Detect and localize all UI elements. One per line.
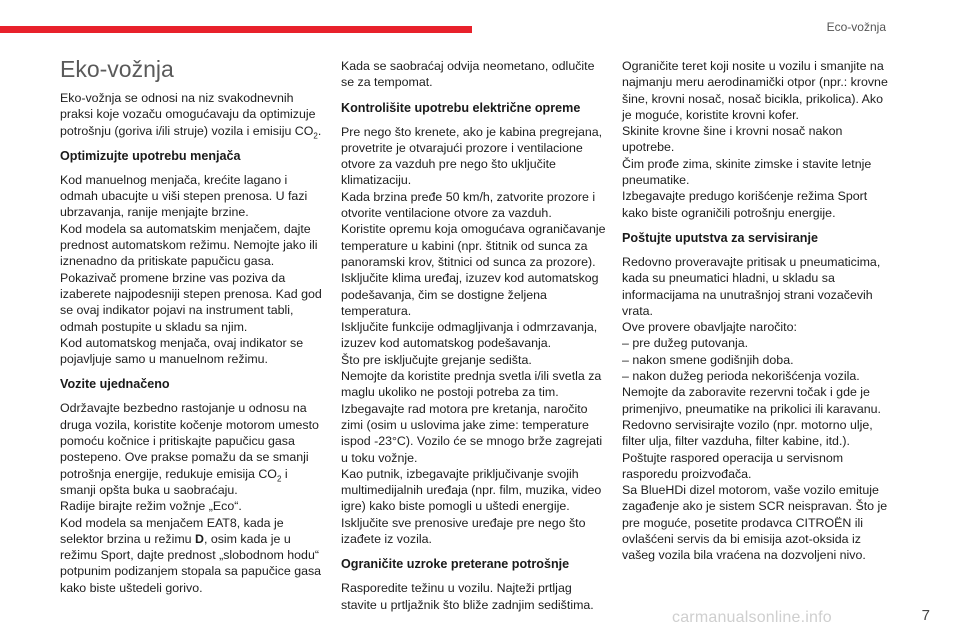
paragraph: Sa BlueHDi dizel motorom, vaše vozilo emituje zagađenje ako je sistem SCR neispravan. Što je pre moguće, posetite prodavca CITROËN ili ovlašćeni servis da bi emisija azot-oksida iz vašeg vozila bila vraćena na dozvoljeni nivo.: [622, 483, 888, 563]
heading-excess-consumption: Ograničite uzroke preterane potrošnje: [341, 557, 570, 572]
paragraph: Redovno proveravajte pritisak u pneumaticima, kada su pneumatici hladni, u skladu sa informacijama na unutrašnjoj strani vozačevih vrata.: [622, 254, 881, 318]
column-3: [622, 58, 890, 564]
drive-mode-letter: D: [194, 531, 204, 546]
intro-text: Eko-vožnja se odnosi na niz svakodnevnih praksi koje vozaču omogućavaju da optimizuje potrošnju (goriva i/ili struje) vozila i emisiju CO: [60, 91, 316, 138]
paragraph: Što pre isključujte grejanje sedišta.: [341, 352, 532, 367]
paragraph: Redovno servisirajte vozilo (npr. motorno ulje, filter ulja, filter vazduha, filter kabine, itd.). Poštujte raspored operacija u servisnom rasporedu proizvođača.: [622, 417, 873, 481]
smooth-text-end: i smanji opšta buka u saobraćaju.: [60, 466, 288, 497]
column-1: [60, 50, 326, 596]
list-item: – pre dužeg putovanja.: [622, 335, 890, 351]
page-title: Eko-vožnja: [60, 56, 174, 82]
heading-gearbox: Optimizujte upotrebu menjača: [60, 148, 241, 163]
eat8-text: Kod modela sa menjačem EAT8, kada je selektor brzina u režimu: [60, 515, 284, 546]
paragraph: Isključite klima uređaj, izuzev kod automatskog podešavanja, čim se dostigne željena temperatura.: [341, 271, 599, 318]
check-list: [622, 335, 890, 384]
watermark: carmanualsonline.info: [672, 609, 832, 626]
heading-electrical-equipment: Kontrolišite upotrebu električne opreme: [341, 100, 581, 115]
paragraph: Kao putnik, izbegavajte priključivanje svojih multimedijalnih uređaja (npr. film, muzika, video igre) kako biste pomogli u uštedi energije.: [341, 466, 602, 514]
paragraph: [60, 515, 326, 596]
list-item: – nakon dužeg perioda nekorišćenja vozila.: [622, 368, 890, 384]
page-number: 7: [921, 607, 930, 624]
co2-subscript: 2: [313, 131, 318, 141]
intro-end: .: [317, 123, 322, 138]
smooth-text: Održavajte bezbedno rastojanje u odnosu na druga vozila, koristite kočenje motorom umesto pomoću kočnice i pritiskajte papučicu gasa postepeno. Ove prakse pomažu da se smanji potrošnja energije, redukuje emisija CO: [60, 401, 319, 481]
paragraph: Izbegavajte rad motora pre kretanja, naročito zimi (osim u uslovima jake zime: temperature ispod -23°C). Vozilo će se mnogo brže zagrejati u toku vožnje.: [341, 401, 603, 465]
paragraph: Čim prođe zima, skinite zimske i stavite letnje pneumatike.: [622, 156, 872, 188]
header-accent-bar: [0, 26, 472, 33]
paragraph: Kada brzina pređe 50 km/h, zatvorite prozore i otvorite ventilacione otvore za vazduh.: [341, 189, 596, 221]
paragraph: Kada se saobraćaj odvija neometano, odlučite se za tempomat.: [341, 59, 595, 90]
paragraph: Ove provere obavljajte naročito:: [622, 320, 797, 335]
paragraph: Nemojte da zaboravite rezervni točak i gde je primenjivo, pneumatike na prikolici ili karavanu.: [622, 385, 881, 416]
heading-smooth-driving: Vozite ujednačeno: [60, 377, 170, 392]
paragraph: Skinite krovne šine i krovni nosač nakon upotrebe.: [622, 124, 843, 155]
paragraph: Koristite opremu koja omogućava ograničavanje temperature u kabini (npr. štitnik od sunca za panoramski krov, štitnici od sunca za prozore).: [341, 222, 606, 269]
heading-servicing: Poštujte uputstva za servisiranje: [622, 230, 818, 245]
paragraph: Kod automatskog menjača, ovaj indikator se pojavljuje samo u manuelnom režimu.: [60, 335, 304, 367]
intro-paragraph: [60, 90, 326, 139]
paragraph: Izbegavajte predugo korišćenje režima Sport kako biste ograničili potrošnju energije.: [622, 189, 868, 220]
list-item: – nakon smene godišnjih doba.: [622, 352, 890, 368]
paragraph: Isključite sve prenosive uređaje pre nego što izađete iz vozila.: [341, 515, 586, 547]
paragraph: Pokazivač promene brzine vas poziva da izaberete najpodesniji stepen prenosa. Kad god se ovaj indikator pojavi na instrument tabli, odmah postupite u skladu sa njim.: [60, 270, 322, 334]
paragraph: Pre nego što krenete, ako je kabina pregrejana, provetrite je otvarajući prozore i ventilacione otvore za vazduh pre nego što uključite klimatizaciju.: [341, 124, 603, 188]
paragraph: Nemojte da koristite prednja svetla i/ili svetla za maglu ukoliko ne postoji potreba za tim.: [341, 369, 602, 400]
paragraph: Isključite funkcije odmagljivanja i odmrzavanja, izuzev kod automatskog podešavanja.: [341, 320, 598, 351]
paragraph: Rasporedite težinu u vozilu. Najteži prtljag stavite u prtljažnik što bliže zadnjim sedištima.: [341, 581, 594, 612]
paragraph: Kod manuelnog menjača, krećite lagano i odmah ubacujte u viši stepen prenosa. U fazi ubrzavanja, ranije menjajte brzine.: [60, 172, 308, 220]
co2-subscript: 2: [276, 474, 282, 484]
paragraph: [60, 400, 326, 498]
column-2: [341, 58, 607, 613]
section-title: Eco-vožnja: [826, 20, 886, 34]
paragraph: Ograničite teret koji nosite u vozilu i smanjite na najmanju meru aerodinamički otpor (npr.: krovne šine, krovni nosač, nosač bicikla, prikolica). Ako je moguće, koristite krovni kofer.: [622, 59, 888, 122]
eat8-text-end: , osim kada je u režimu Sport, dajte prednost „slobodnom hodu“ potpunim podizanjem stopala sa papučice gasa kako biste uštedeli gorivo.: [60, 531, 322, 595]
paragraph: Radije birajte režim vožnje „Eco“.: [60, 499, 242, 514]
paragraph: Kod modela sa automatskim menjačem, dajte prednost automatskom režimu. Nemojte jako ili iznenadno da pritiskate papučicu gasa.: [60, 221, 318, 269]
